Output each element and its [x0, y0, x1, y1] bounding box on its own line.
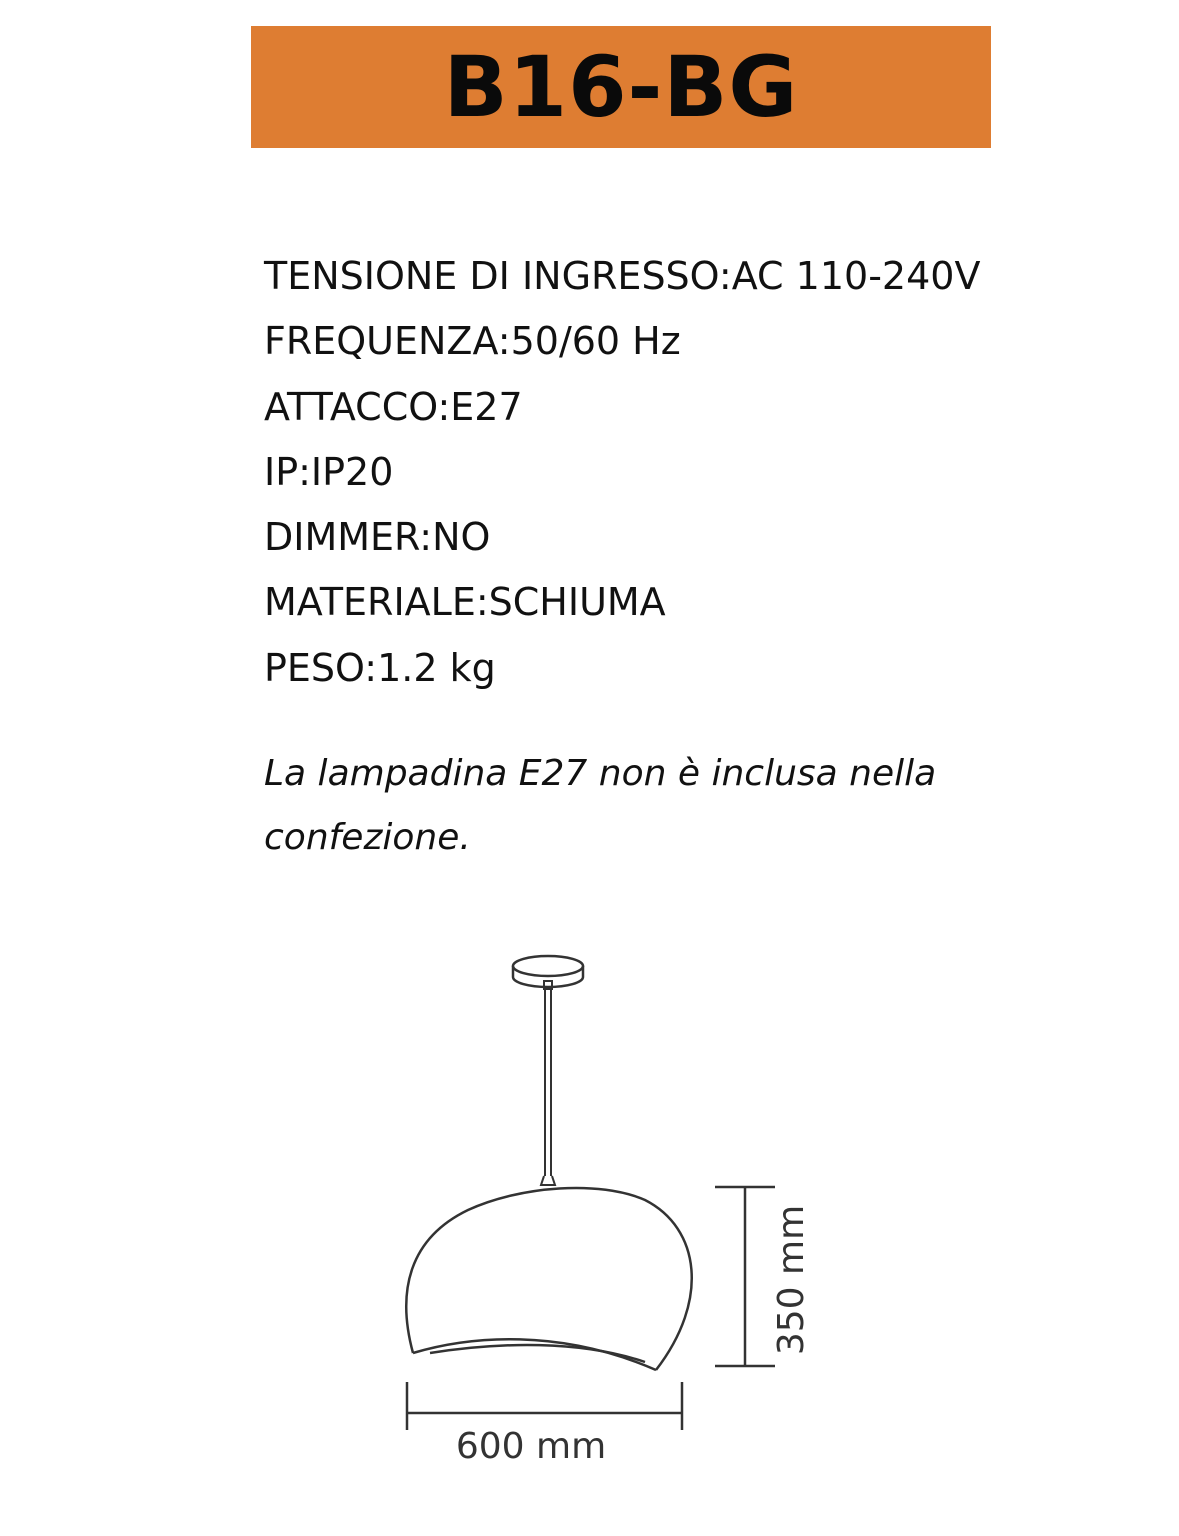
spec-ip-rating: IP:IP20 [264, 449, 394, 494]
lamp-shade [406, 1188, 691, 1370]
spec-material: MATERIALE:SCHIUMA [264, 580, 666, 625]
ceiling-canopy [513, 956, 583, 987]
product-code-title: B16-BG [443, 38, 799, 136]
spec-socket: ATTACCO:E27 [264, 384, 523, 429]
width-dimension [407, 1382, 682, 1430]
height-dimension [715, 1187, 775, 1366]
spec-frequency: FREQUENZA:50/60 Hz [264, 319, 681, 364]
height-label: 350 mm [771, 1204, 812, 1356]
bulb-not-included-note: La lampadina E27 non è inclusa nella confezione. [264, 753, 937, 858]
spec-dimmer: DIMMER:NO [264, 515, 491, 560]
spec-input-voltage: TENSIONE DI INGRESSO:AC 110-240V [264, 254, 981, 298]
width-label: 600 mm [455, 1426, 607, 1467]
suspension-cable [541, 981, 555, 1185]
spec-weight: PESO:1.2 kg [264, 645, 496, 690]
